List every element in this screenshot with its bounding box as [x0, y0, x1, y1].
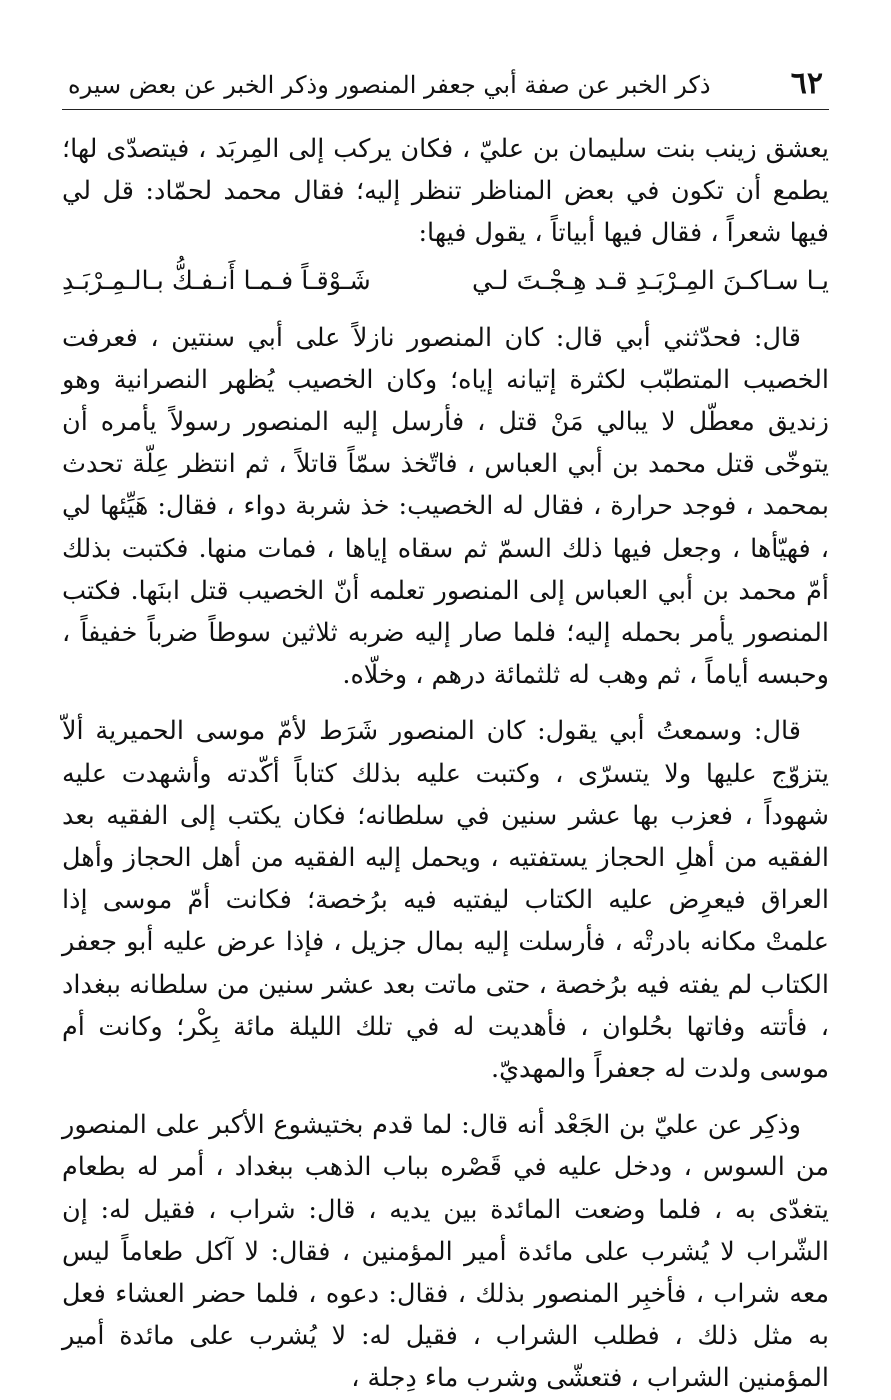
poem-verse	[62, 259, 829, 303]
page-header	[62, 66, 829, 110]
running-title: ذكر الخبر عن صفة أبي جعفر المنصور وذكر الخبر عن بعض سيره	[68, 71, 711, 99]
paragraph-4: وذكِر عن عليّ بن الجَعْد أنه قال: لما قدم بختيشوع الأكبر على المنصور من السوس ، ودخل عليه في قَصْره بباب الذهب ببغداد ، أمر له بطعام يتغدّى به ، فلما وضعت المائدة بين يديه ، قال: شراب ، فقيل له: إن الشّراب لا يُشرب على مائدة أمير المؤمنين ، فقال: لا آكل طعاماً ليس معه شراب ، فأخبِر المنصور بذلك ، فقال: دعوه ، فلما حضر العشاء فعل به مثل ذلك ، فطلب الشراب ، فقيل له: لا يُشرب على مائدة أمير المؤمنين الشراب ، فتعشّى وشرب ماء دِجلة ،	[62, 1110, 829, 1394]
paragraph-3: قال: وسمعتُ أبي يقول: كان المنصور شَرَط لأمّ موسى الحميرية ألاّ يتزوّج عليها ولا يتسرّى ، وكتبت عليه بذلك كتاباً أكّدته وأشهدت عليه شهوداً ، فعزب بها عشر سنين في سلطانه؛ فكان يكتب إلى الفقيه بعد الفقيه من أهلِ الحجاز يستفتيه ، ويحمل إليه الفقيه من أهل الحجاز وأهل العراق فيعرِض عليه الكتاب ليفتيه فيه برُخصة؛ فكانت أمّ موسى إذا علمتْ مكانه بادرتْه ، فأرسلت إليه بمال جزيل ، فإذا عرض عليه أبو جعفر الكتاب لم يفته فيه برُخصة ، حتى ماتت بعد عشر سنين من سلطانه ببغداد ، فأتته وفاتها بحُلوان ، فأهديت له في تلك الليلة مائة بِكْر؛ وكانت أم موسى ولدت له جعفراً والمهديّ.	[62, 716, 829, 1085]
page-number: ٦٢	[790, 66, 823, 101]
paragraph-1: يعشق زينب بنت سليمان بن عليّ ، فكان يركب إلى المِربَد ، فيتصدّى لها؛ يطمع أن تكون في بعض المناظر تنظر إليه؛ فقال محمد لحمّاد: قل لي فيها شعراً ، فقال فيها أبياتاً ، يقول فيها:	[62, 134, 829, 249]
verse-second-hemistich: شَـوْقـاً فـمـا أَنـفـكُّ بـالـمِـرْبَـدِ	[62, 265, 371, 296]
paragraph-2: قال: فحدّثني أبي قال: كان المنصور نازلاً على أبي سنتين ، فعرفت الخصيب المتطبّب لكثرة إتيانه إياه؛ وكان الخصيب يُظهر النصرانية وهو زنديق معطّل لا يبالي مَنْ قتل ، فأرسل إليه المنصور رسولاً يأمره أن يتوخّى قتل محمد بن أبي العباس ، فاتّخذ سمّاً قاتلاً ، ثم انتظر عِلّة تحدث بمحمد ، فوجد حرارة ، فقال له الخصيب: خذ شربة دواء ، فقال: هَيِّئها لي ، فهيّأها ، وجعل فيها ذلك السمّ ثم سقاه إياها ، فمات منها. فكتبت بذلك أمّ محمد بن أبي العباس إلى المنصور تعلمه أنّ الخصيب قتل ابنَها. فكتب المنصور يأمر بحمله إليه؛ فلما صار إليه ضربه ثلاثين سوطاً ضرباً خفيفاً ، وحبسه أياماً ، ثم وهب له ثلثمائة درهم ، وخلّاه.	[62, 322, 829, 691]
verse-first-hemistich: يـا سـاكـنَ المِـرْبَـدِ قـد هِـجْـتَ لـي	[471, 265, 829, 296]
